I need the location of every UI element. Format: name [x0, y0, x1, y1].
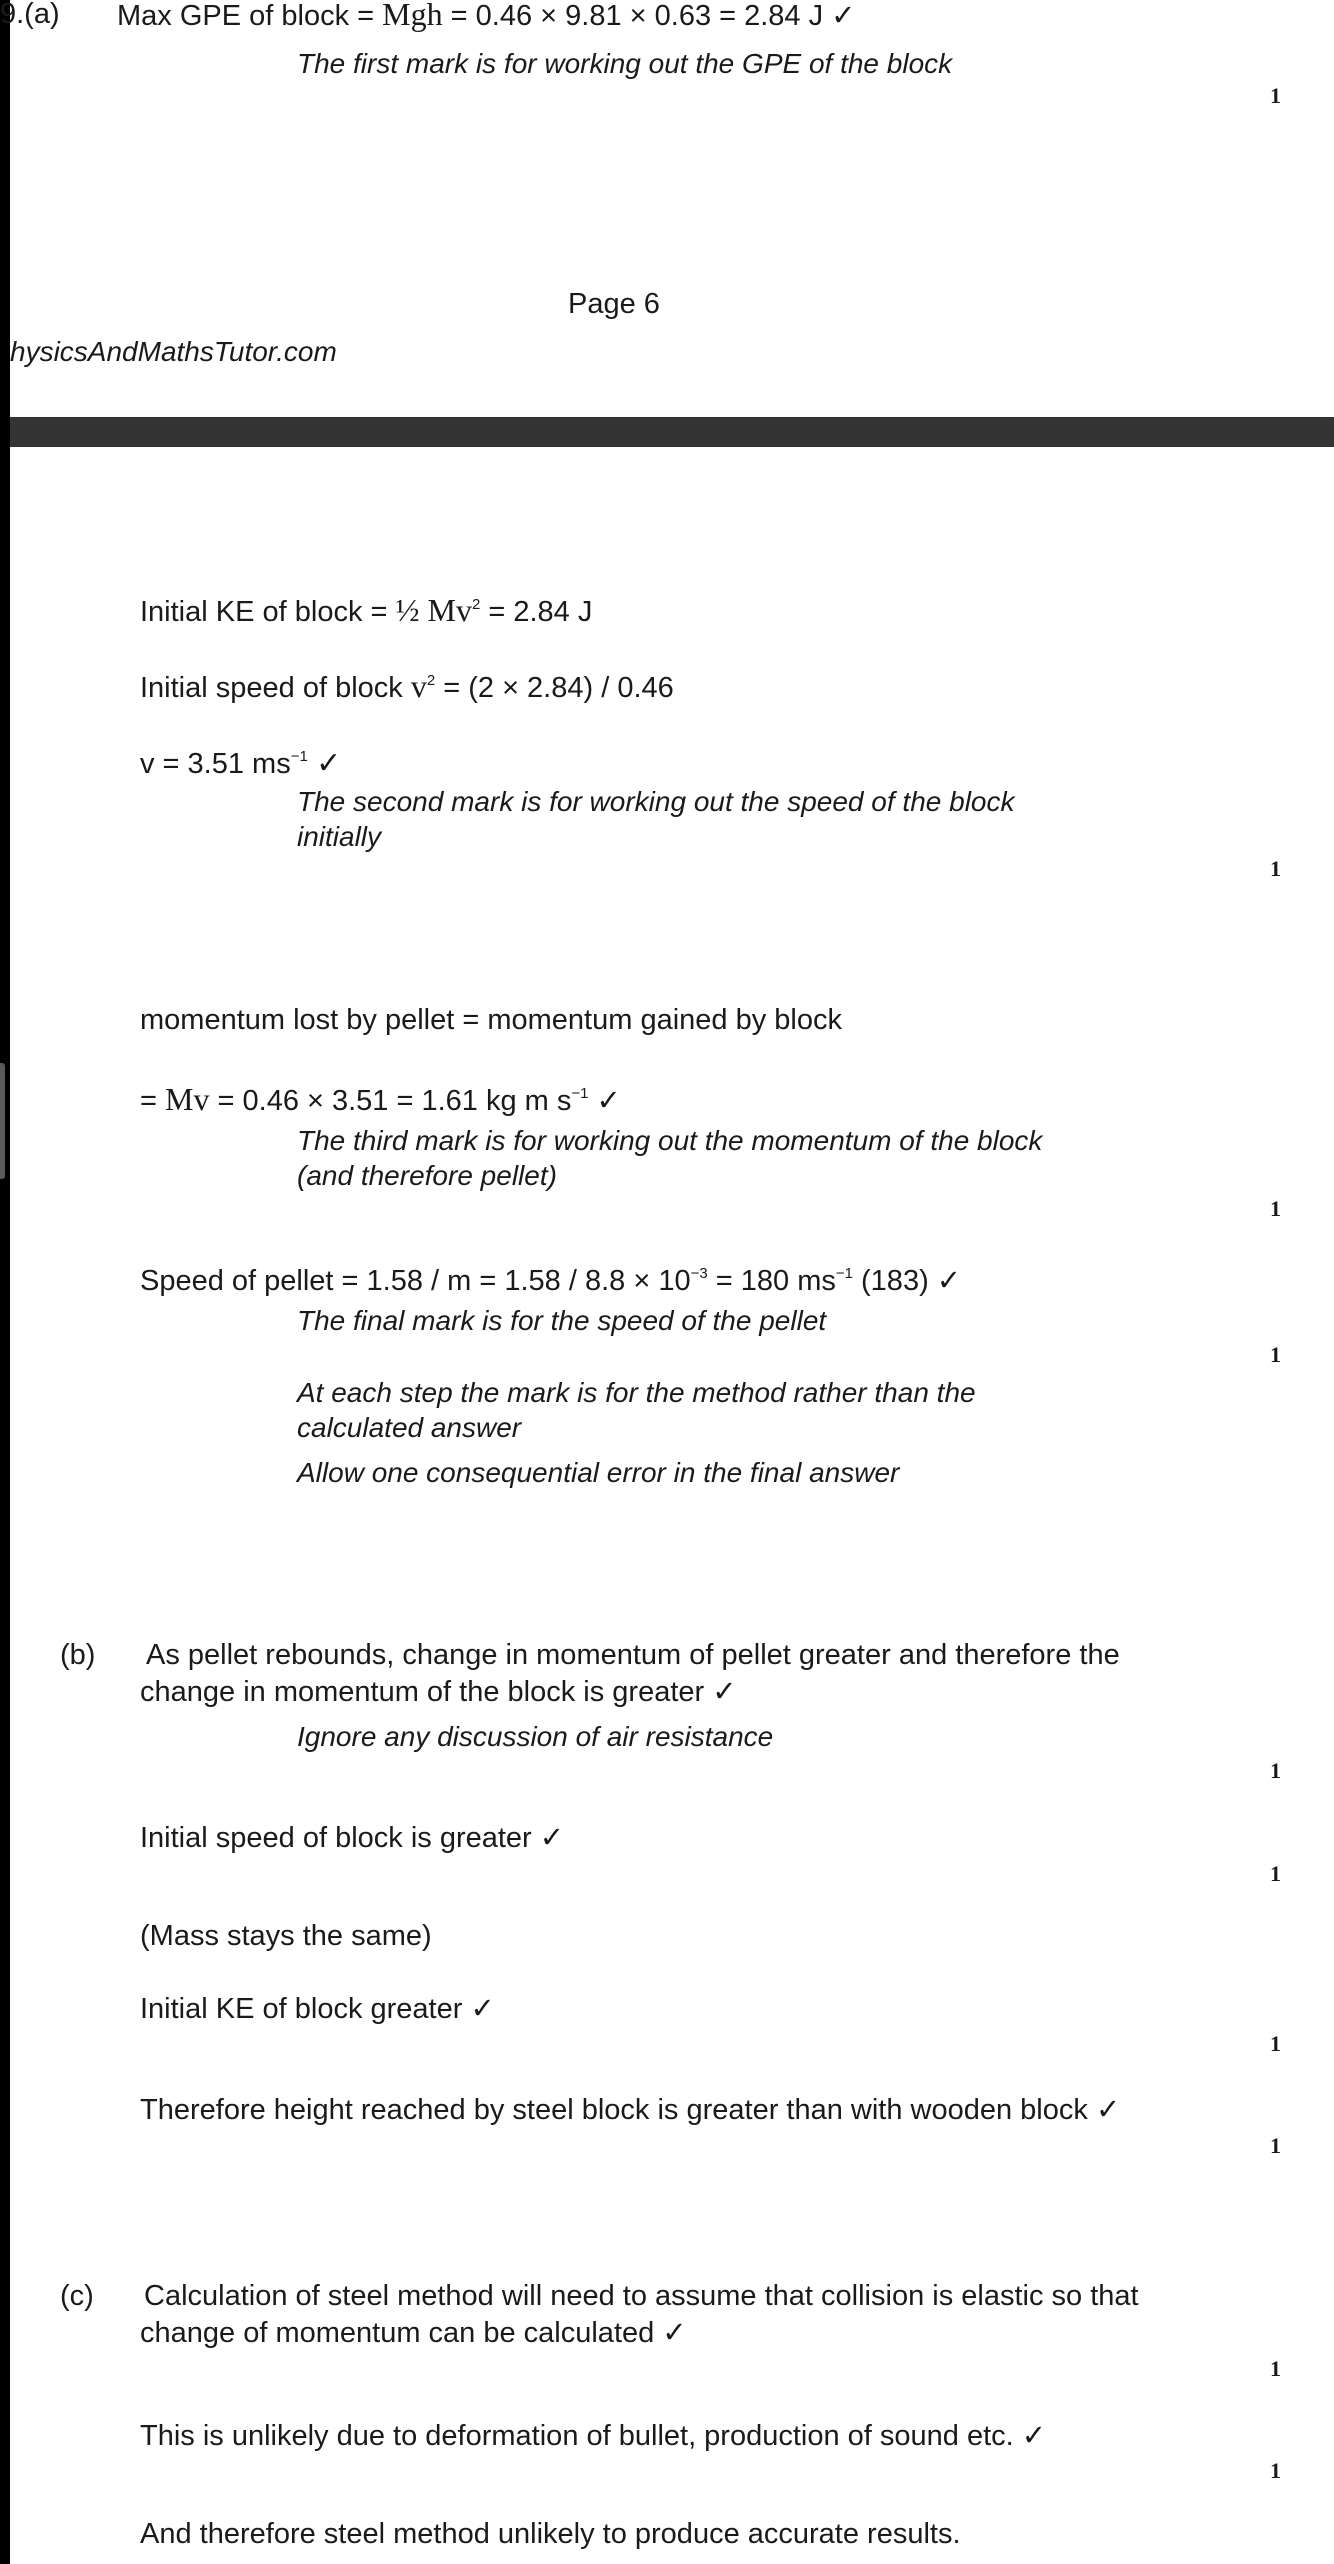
part-b-height-line: Therefore height reached by steel block is greater than with wooden block ✓ — [140, 2094, 1121, 2126]
question-label-b: (b) — [60, 1639, 96, 1671]
mark-value: 1 — [1270, 1758, 1281, 1783]
pellet-line-text: Speed of pellet = 1.58 / m = 1.58 / 8.8 × 10 — [140, 1265, 691, 1297]
ke-superscript: 2 — [471, 596, 481, 613]
speed-result-text: v = 3.51 ms — [140, 748, 291, 780]
gpe-formula-variable: Mgh — [382, 0, 443, 32]
pellet-exponent: −3 — [690, 1265, 708, 1282]
speed-mark-note-line1: The second mark is for working out the speed of the block — [297, 786, 1015, 817]
speed-sq-result: = (2 × 2.84) / 0.46 — [435, 672, 674, 704]
part-c-line2: change of momentum can be calculated ✓ — [140, 2317, 687, 2349]
part-c-line3: This is unlikely due to deformation of bullet, production of sound etc. ✓ — [140, 2420, 1047, 2452]
part-b-mass-line: (Mass stays the same) — [140, 1920, 432, 1952]
gpe-mark-note: The first mark is for working out the GPE of the block — [297, 48, 953, 79]
method-note-line2: calculated answer — [297, 1412, 522, 1443]
mark-value: 1 — [1270, 856, 1281, 881]
speed-sq-variable: v — [410, 668, 427, 704]
question-label-c: (c) — [60, 2280, 94, 2312]
pellet-unit-superscript: −1 — [835, 1265, 853, 1282]
speed-result-line — [140, 739, 341, 782]
part-b-speed-line: Initial speed of block is greater ✓ — [140, 1822, 565, 1854]
speed-sq-text: Initial speed of block — [140, 672, 411, 704]
momentum-line-text: = 0.46 × 3.51 = 1.61 kg m s — [209, 1085, 572, 1117]
gpe-working-line — [117, 0, 855, 34]
method-note-line1: At each step the mark is for the method rather than the — [297, 1377, 976, 1408]
mark-value: 1 — [1270, 1861, 1281, 1886]
mark-value: 1 — [1270, 1196, 1281, 1221]
speed-sq-superscript: 2 — [426, 672, 436, 689]
momentum-superscript: −1 — [571, 1085, 589, 1102]
ke-line-result: = 2.84 J — [480, 596, 593, 628]
gpe-line-text: Max GPE of block = — [117, 0, 383, 32]
part-b-line2: change in momentum of the block is greater ✓ — [140, 1676, 737, 1708]
mark-value: 1 — [1270, 2133, 1281, 2158]
part-b-line1: As pellet rebounds, change in momentum of pellet greater and therefore the — [146, 1639, 1120, 1671]
speed-result-superscript: −1 — [290, 748, 308, 765]
part-c-line1: Calculation of steel method will need to assume that collision is elastic so that — [144, 2280, 1139, 2312]
gpe-line-result: = 0.46 × 9.81 × 0.63 = 2.84 J ✓ — [442, 0, 856, 32]
mark-value: 1 — [1270, 1342, 1281, 1367]
pellet-line-result: (183) ✓ — [852, 1265, 962, 1297]
ke-formula-variable: ½ Mv — [395, 592, 472, 628]
momentum-mark-note-line2: (and therefore pellet) — [297, 1160, 557, 1191]
part-b-ke-line: Initial KE of block greater ✓ — [140, 1993, 495, 2025]
momentum-statement: momentum lost by pellet = momentum gained by block — [140, 1004, 842, 1036]
momentum-working-line — [140, 1076, 621, 1119]
pellet-speed-line — [140, 1256, 961, 1299]
pellet-line-mid: = 180 ms — [707, 1265, 836, 1297]
page-divider — [10, 417, 1334, 447]
question-label-9a: 9.(a) — [0, 0, 60, 30]
momentum-line-prefix: = — [140, 1085, 165, 1117]
mark-value: 1 — [1270, 2356, 1281, 2381]
mark-value: 1 — [1270, 2458, 1281, 2483]
check-mark: ✓ — [307, 747, 342, 780]
momentum-variable: Mv — [165, 1081, 210, 1117]
scroll-tab-handle[interactable] — [0, 1063, 5, 1179]
part-c-line4: And therefore steel method unlikely to produce accurate results. — [140, 2518, 961, 2550]
consequential-error-note: Allow one consequential error in the final answer — [297, 1457, 900, 1488]
mark-value: 1 — [1270, 83, 1281, 108]
initial-ke-line — [140, 587, 592, 630]
mark-value: 1 — [1270, 2031, 1281, 2056]
momentum-mark-note-line1: The third mark is for working out the momentum of the block — [297, 1125, 1043, 1156]
part-b-note: Ignore any discussion of air resistance — [297, 1721, 774, 1752]
pellet-mark-note: The final mark is for the speed of the pellet — [297, 1305, 827, 1336]
check-mark: ✓ — [588, 1085, 621, 1117]
left-edge-bar — [0, 0, 10, 2564]
page-number: Page 6 — [568, 288, 660, 320]
speed-squared-line — [140, 663, 674, 706]
speed-mark-note-line2: initially — [297, 821, 382, 852]
footer-site-name: hysicsAndMathsTutor.com — [10, 336, 337, 367]
ke-line-text: Initial KE of block = — [140, 596, 396, 628]
